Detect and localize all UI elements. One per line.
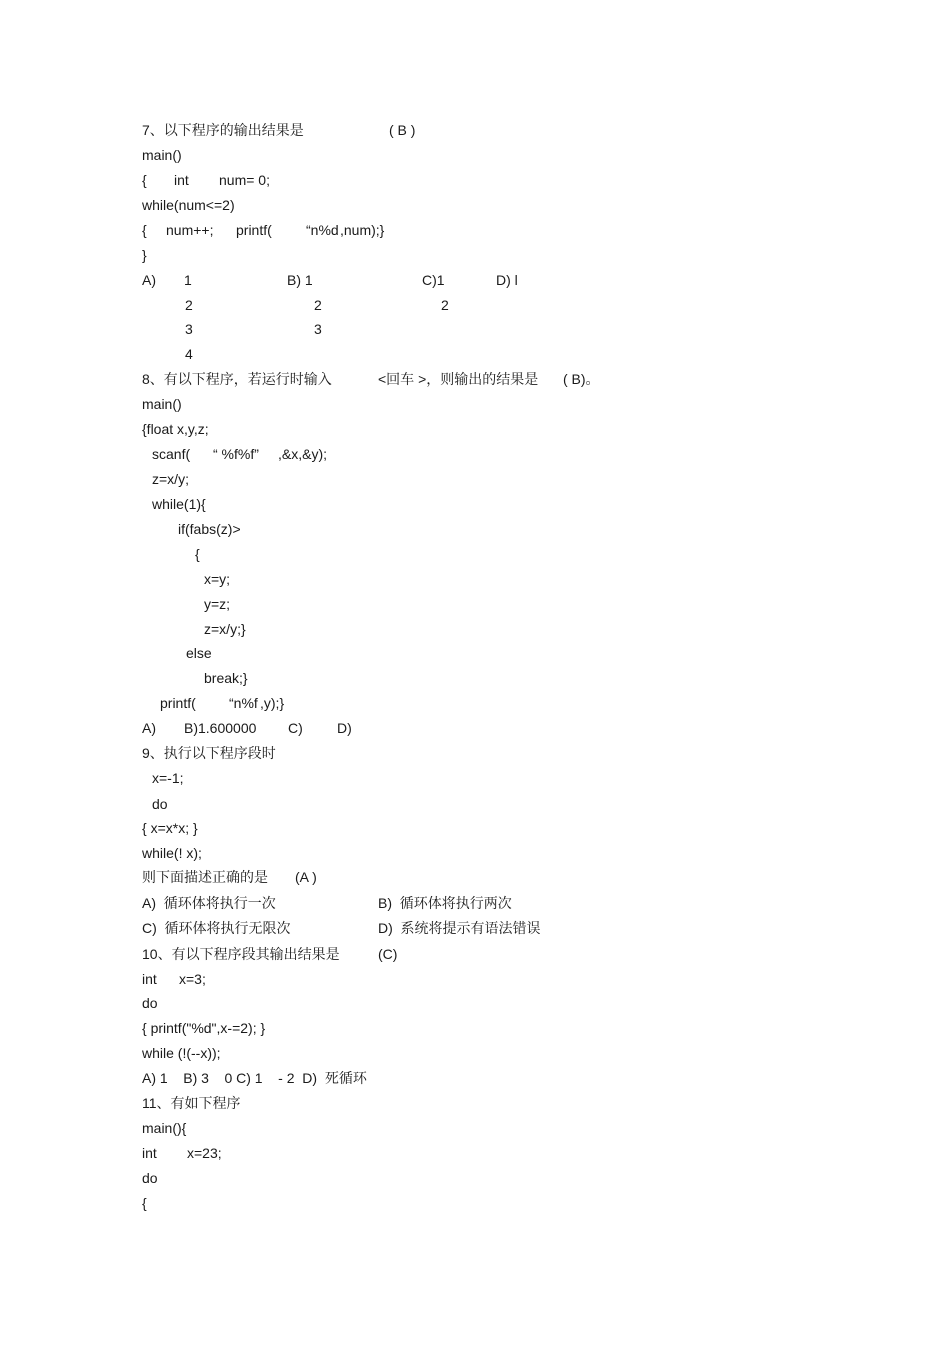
code-line: num++; — [166, 222, 214, 238]
q7-answer: ( B ) — [389, 122, 416, 138]
option-value: D) l — [496, 272, 518, 288]
code-line: break;} — [204, 670, 248, 686]
option-value: C)1 — [422, 272, 445, 288]
option-value: B) 1 — [287, 272, 313, 288]
q8-title: 8、有以下程序，若运行时输入 — [142, 371, 332, 387]
q10-answer: (C) — [378, 946, 398, 962]
option-value: 3 — [314, 321, 322, 337]
code-line: ,y);} — [260, 695, 285, 711]
code-line: { printf("%d",x-=2); } — [142, 1020, 266, 1036]
option-value: 4 — [185, 346, 193, 362]
code-line: x=23; — [187, 1145, 222, 1161]
option-value: B)1.600000 — [184, 720, 257, 736]
option-d: D) 系统将提示有语法错误 — [378, 920, 541, 936]
q9-title: 9、执行以下程序段时 — [142, 745, 276, 761]
code-line: } — [142, 247, 147, 263]
code-line: { — [195, 546, 200, 562]
option-label: C) — [288, 720, 303, 736]
code-line: main() — [142, 396, 182, 412]
code-line: z=x/y;} — [204, 621, 246, 637]
code-line: if(fabs(z)> — [178, 521, 241, 537]
code-line: else — [186, 645, 212, 661]
code-line: printf( — [160, 695, 196, 711]
option-label: A) — [142, 720, 156, 736]
code-line: y=z; — [204, 596, 231, 612]
code-line: “ %f%f” — [213, 446, 259, 462]
code-line: while(! x); — [142, 845, 202, 861]
code-line: while (!(--x)); — [142, 1045, 221, 1061]
option-c: C) 循环体将执行无限次 — [142, 920, 291, 936]
code-line: scanf( — [152, 446, 191, 462]
code-line: int — [142, 971, 157, 987]
code-line: z=x/y; — [152, 471, 189, 487]
code-line: do — [142, 1170, 158, 1186]
code-line: { — [142, 172, 147, 188]
code-line: { — [142, 222, 147, 238]
code-line: x=y; — [204, 571, 231, 587]
option-value: 2 — [314, 297, 322, 313]
code-line: ,&x,&y); — [278, 446, 328, 462]
code-line: int — [142, 1145, 157, 1161]
code-line: while(1){ — [152, 496, 206, 512]
option-value: 3 — [185, 321, 193, 337]
code-line: “n%f — [229, 695, 258, 711]
code-line: {float x,y,z; — [142, 421, 209, 437]
q11-title: 11、有如下程序 — [142, 1095, 241, 1111]
option-value: 2 — [441, 297, 449, 313]
code-line: do — [152, 796, 168, 812]
q9-answer: (A ) — [295, 869, 317, 885]
code-line: main(){ — [142, 1120, 187, 1136]
code-line: { — [142, 1195, 147, 1211]
code-line: num= 0; — [219, 172, 270, 188]
option-a: A) 循环体将执行一次 — [142, 895, 276, 911]
code-line: main() — [142, 147, 182, 163]
code-line: int — [174, 172, 189, 188]
code-line: ,num);} — [340, 222, 385, 238]
q10-title: 10、有以下程序段其输出结果是 — [142, 946, 340, 962]
q7-title: 7、以下程序的输出结果是 — [142, 122, 304, 138]
q8-title-cont: <回车 >，则输出的结果是 — [378, 371, 539, 387]
option-label: A) — [142, 272, 156, 288]
q10-options: A) 1 B) 3 0 C) 1 - 2 D) 死循环 — [142, 1070, 367, 1086]
code-line: printf( — [236, 222, 272, 238]
option-b: B) 循环体将执行两次 — [378, 895, 512, 911]
option-value: 1 — [184, 272, 192, 288]
code-line: x=-1; — [152, 770, 184, 786]
option-value: 2 — [185, 297, 193, 313]
code-line: do — [142, 995, 158, 1011]
option-label: D) — [337, 720, 352, 736]
code-line: while(num<=2) — [142, 197, 235, 213]
q9-prompt: 则下面描述正确的是 — [142, 869, 268, 885]
q8-answer: ( B)。 — [563, 371, 600, 387]
code-line: “n%d — [306, 222, 339, 238]
code-line: x=3; — [179, 971, 206, 987]
code-line: { x=x*x; } — [142, 820, 198, 836]
